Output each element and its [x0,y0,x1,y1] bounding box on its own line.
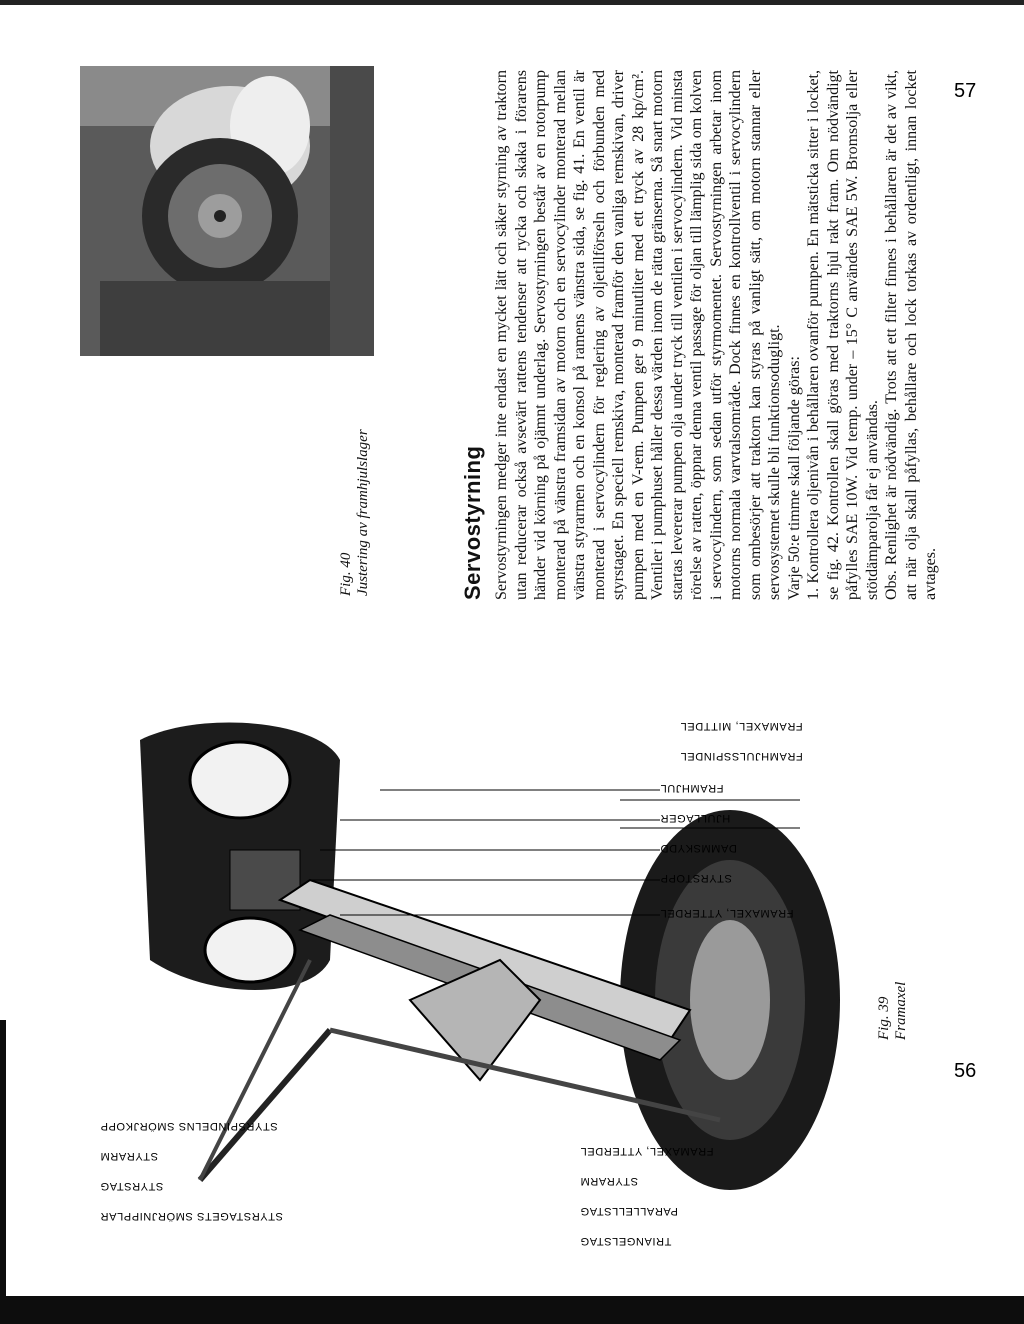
scan-edge-bottom [0,1296,1024,1324]
fig40-label: Fig. 40 [338,552,354,596]
label-triangelstag: TRIANGELSTAG [580,1235,672,1247]
scan-edge-left [0,1020,6,1324]
label-styrstagets-smorjnipplar: STYRSTAGETS SMÖRJNIPPLAR [100,1210,283,1222]
fig39-title: Framaxel [893,981,909,1040]
front-axle-drawing [80,700,840,1260]
label-dammskydd: DAMMSKYDD [660,842,737,854]
maintenance-interval: Varje 50:e timme skall följande göras: [785,356,803,600]
label-framaxel-ytterdel-bottom: FRAMAXEL, YTTERDEL [580,1145,714,1157]
label-framhjulsspindel: FRAMHJULSSPINDEL [680,750,803,762]
label-parallellstag: PARALLELLSTAG [580,1205,678,1217]
label-hjullager: HJULLAGER [660,812,731,824]
servostyrning-section [460,70,980,600]
label-styrarm-left: STYRARM [100,1150,158,1162]
front-axle-diagram [80,700,840,1260]
label-framhjul: FRAMHJUL [660,782,724,794]
page-number-right: 57 [954,80,977,102]
fig40-caption [338,396,388,596]
fig39-caption [876,900,926,1040]
label-styrspindelns-smorjkopp: STYRSPINDELNS SMÖRJKOPP [100,1120,278,1132]
label-styrstag: STYRSTAG [100,1180,164,1192]
maintenance-note: Obs. Renlighet är nödvändig. Trots att ett filter finnes i behållaren är det av vikt, att när olja skall påfyllas, behållare och lock torkas av ordentligt, innan locket avtages. [883,70,939,600]
maintenance-item-1: 1. Kontrollera oljenivån i behållaren ovanför pumpen. En mätsticka sitter i locket, se fig. 42. Kontrollen skall göras med traktorns hjul rakt fram. Om nödvändigt påfylles SAE 10W. Vid temp. under – 15° C användes SAE 5W. Bromsolja eller stötdämparolja får ej användas. [805,70,881,600]
section-heading: Servostyrning [460,445,485,600]
section-paragraph: Servostyrningen medger inte endast en mycket lätt och säker styrning av traktorn utan reducerar också avsevärt rattens tendenser att rycka och skaka i förarens händer vid körning på ojämnt underlag. Servostyrningen består av en rotorpump monterad på vänstra framsidan av motorn och en servocylinder monterad mellan vänstra styrarmen och en konsol på ramens vänstra sida, se fig. 41. En ventil är monterad i servocylindern för reglering av oljetillförseln och förbunden med styrstaget. En speciell remskiva, monterad framför den vanliga remskivan, driver pumpen med en V-rem. Pumpen ger 9 minutliter med ett tryck av 28 kp/cm². Ventiler i pumphuset håller dessa värden inom de rätta gränserna. Så snart motorn startas levererar pumpen olja under tryck till ventilen i servocylindern. Vid minsta rörelse av ratten, öppnar denna ventil passage för oljan till lämplig sida om kolven i servocylindern, som sedan utför styrmomentet. Servostyrningen arbetar inom motorns normala varvtalsområde. Dock finnes en kontrollventil i servocylindern som ombesörjer att traktorn kan styras på vanligt sätt, om motorn stannar eller servosystemet skulle bli funktionsodugligt. [493,70,783,600]
label-framaxel-ytterdel-top: FRAMAXEL, YTTERDEL [660,907,794,919]
wheel-photo-illustration [80,66,374,356]
fig40-photo [80,66,374,356]
label-framaxel-mittdel: FRAMAXEL, MITTDEL [680,720,803,732]
page-number-left: 56 [954,1060,977,1082]
label-styrstopp: STYRSTOPP [660,872,732,884]
fig40-title: Justering av framhjulslager [355,429,371,596]
label-styrarm-right: STYRARM [580,1175,638,1187]
scan-edge-top [0,0,1024,5]
fig39-label: Fig. 39 [876,996,892,1040]
